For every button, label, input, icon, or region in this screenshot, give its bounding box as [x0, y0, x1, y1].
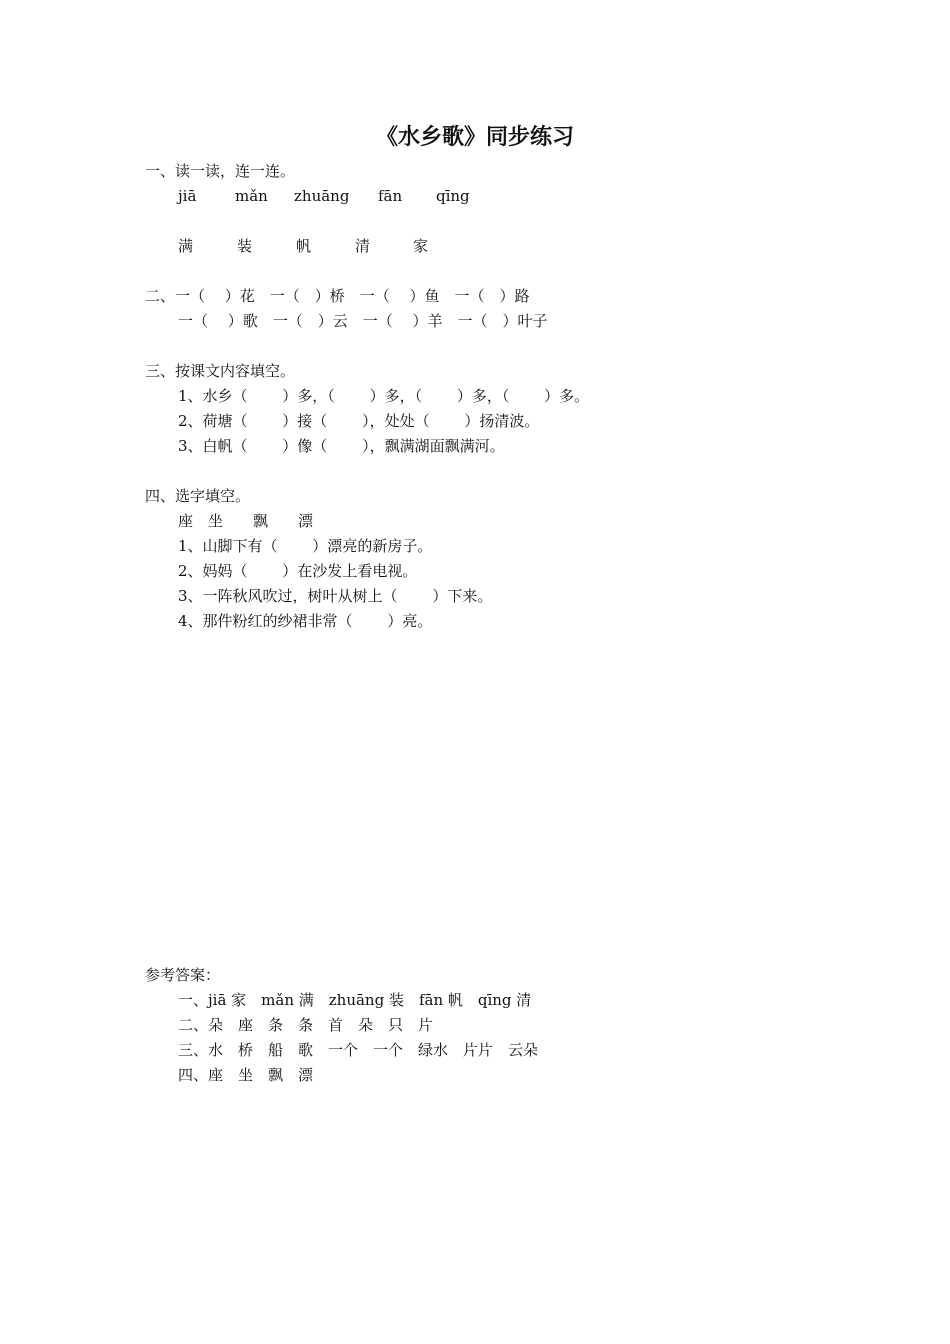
section-2 — [145, 284, 845, 334]
character-item: 装 — [237, 237, 253, 255]
section-2-line-2: 一（ ）歌 一（ ）云 一（ ）羊 一（ ）叶子 — [178, 312, 548, 330]
character-item: 家 — [413, 237, 429, 255]
answer-key-heading: 参考答案： — [145, 966, 221, 984]
section-3-heading: 三、按课文内容填空。 — [145, 362, 296, 380]
answer-line: 二、朵 座 条 条 首 朵 只 片 — [178, 1016, 434, 1034]
fill-in-item: 1、山脚下有（ ）漂亮的新房子。 — [178, 537, 433, 555]
fill-in-item: 3、一阵秋风吹过，树叶从树上（ ）下来。 — [178, 587, 493, 605]
fill-in-item: 3、白帆（ ）像（ ），飘满湖面飘满河。 — [178, 437, 505, 455]
section-1 — [145, 159, 845, 259]
answer-key — [145, 963, 845, 1088]
character-item: 满 — [178, 237, 194, 255]
fill-in-item: 2、妈妈（ ）在沙发上看电视。 — [178, 562, 418, 580]
pinyin-item: qīng — [436, 187, 470, 205]
pinyin-item: mǎn — [235, 187, 268, 205]
section-3 — [145, 359, 845, 459]
character-row — [145, 234, 845, 259]
answer-line: 一、jiā 家 mǎn 满 zhuāng 装 fān 帆 qīng 清 — [178, 991, 532, 1009]
answer-line: 三、水 桥 船 歌 一个 一个 绿水 片片 云朵 — [178, 1041, 539, 1059]
fill-in-item: 1、水乡（ ）多，（ ）多，（ ）多，（ ）多。 — [178, 387, 590, 405]
section-2-line-1: 二、一（ ）花 一（ ）桥 一（ ）鱼 一（ ）路 — [145, 287, 530, 305]
pinyin-item: jiā — [178, 187, 197, 205]
page-title: 《水乡歌》同步练习 — [375, 124, 574, 150]
character-item: 清 — [355, 237, 371, 255]
character-item: 帆 — [296, 237, 312, 255]
pinyin-item: fān — [378, 187, 403, 205]
pinyin-item: zhuāng — [294, 187, 350, 205]
spacer — [145, 209, 845, 234]
section-4 — [145, 484, 845, 634]
section-1-heading: 一、读一读，连一连。 — [145, 162, 296, 180]
answer-line: 四、座 坐 飘 漂 — [178, 1066, 314, 1084]
pinyin-row — [145, 184, 845, 209]
word-options: 座 坐 飘 漂 — [178, 512, 314, 530]
fill-in-item: 4、那件粉红的纱裙非常（ ）亮。 — [178, 612, 433, 630]
section-4-heading: 四、选字填空。 — [145, 487, 251, 505]
fill-in-item: 2、荷塘（ ）接（ ），处处（ ）扬清波。 — [178, 412, 540, 430]
